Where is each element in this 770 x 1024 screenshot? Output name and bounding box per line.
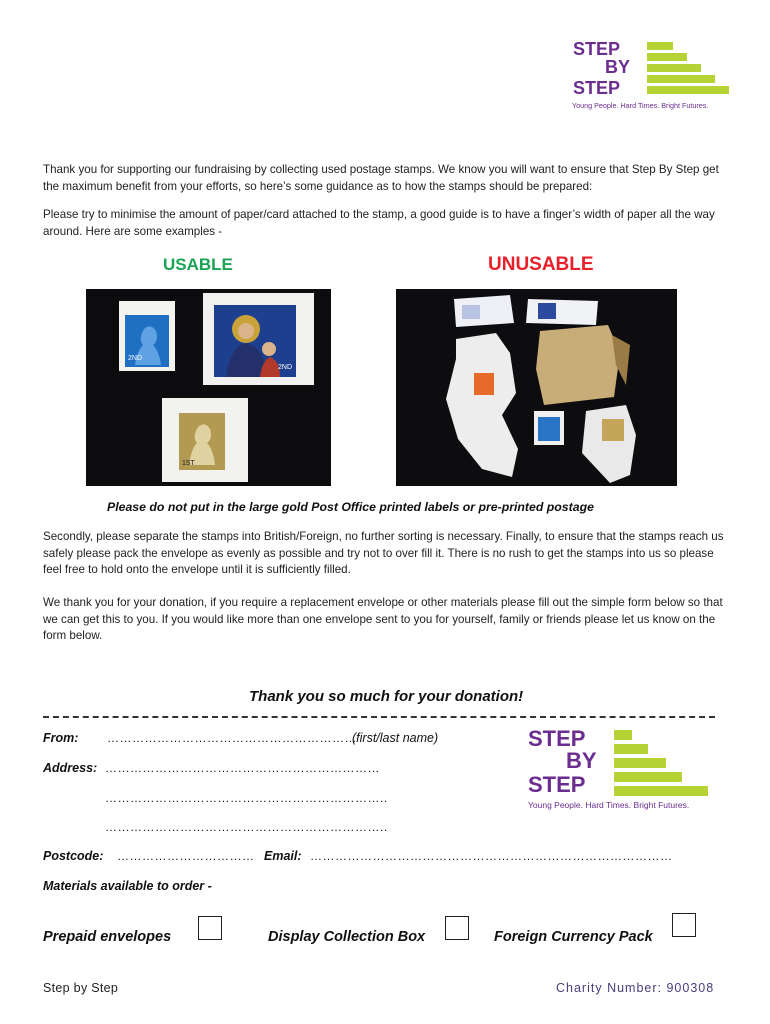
step-by-step-logo	[526, 726, 712, 812]
step-by-step-logo	[571, 38, 731, 112]
logo-line-3: STEP	[573, 78, 621, 98]
intro-paragraph-1: Thank you for supporting our fundraising by collecting used postage stamps. We know you will want to ensure that Step By Step get the maximum benefit from your efforts, so here’s some guidance as to how the stamps should be prepared:	[43, 163, 719, 193]
option-prepaid-envelopes-label: Prepaid envelopes	[43, 929, 172, 945]
donation-thanks-heading: Thank you so much for your donation!	[249, 688, 524, 705]
logo-line-1: STEP	[573, 39, 621, 59]
separation-paragraph: Secondly, please separate the stamps into British/Foreign, no further sorting is necessary. Finally, to ensure that the stamps reach us safely please pack the envelope as evenly as possible and try not to over fill it. There is no rush to get the stamps into us so please feel free to hold onto the envelope until it is sufficiently filled.	[43, 530, 724, 576]
logo-tagline: Young People. Hard Times. Bright Futures.	[572, 101, 709, 110]
footer-org-name: Step by Step	[43, 981, 119, 995]
usable-heading: USABLE	[163, 255, 233, 274]
stamp-value-label: 1ST	[182, 460, 195, 467]
option-display-box-label: Display Collection Box	[268, 929, 426, 945]
address-field-line-1[interactable]: …………………………………………………………	[105, 761, 380, 775]
address-label: Address:	[43, 761, 98, 775]
option-foreign-currency-label: Foreign Currency Pack	[494, 929, 653, 945]
from-field[interactable]: ……………………………………………………	[107, 731, 357, 745]
postcode-label: Postcode:	[43, 849, 104, 863]
logo-line-1: STEP	[528, 726, 586, 751]
materials-label: Materials available to order -	[43, 879, 212, 893]
unusable-stamps-photo	[396, 289, 677, 486]
stamp-value-label: 2ND	[128, 355, 143, 362]
postcode-field[interactable]: ……………………………	[117, 849, 255, 863]
address-field-line-2[interactable]: …………………………………………………………..	[105, 791, 388, 805]
gold-labels-caption: Please do not put in the large gold Post Office printed labels or pre-printed postage	[107, 500, 594, 514]
email-field[interactable]: ……………………………………………………………………………	[310, 849, 673, 863]
usable-stamps-photo	[86, 289, 331, 486]
prepaid-envelopes-checkbox[interactable]	[198, 916, 222, 940]
name-hint: (first/last name)	[352, 731, 439, 745]
from-label: From:	[43, 731, 79, 745]
logo-tagline: Young People. Hard Times. Bright Futures.	[528, 800, 690, 810]
stamp-value-label: 2ND	[278, 364, 293, 371]
foreign-currency-checkbox[interactable]	[672, 913, 696, 937]
address-field-line-3[interactable]: …………………………………………………………..	[105, 820, 388, 834]
display-box-checkbox[interactable]	[445, 916, 469, 940]
cut-line-divider	[43, 716, 715, 718]
intro-paragraph-2: Please try to minimise the amount of paper/card attached to the stamp, a good guide is to have a finger’s width of paper all the way around. Here are some examples -	[43, 208, 715, 238]
charity-number: Charity Number: 900308	[556, 981, 715, 995]
logo-line-2: BY	[605, 57, 631, 77]
email-label: Email:	[264, 849, 302, 863]
logo-line-3: STEP	[528, 772, 586, 797]
thank-you-paragraph: We thank you for your donation, if you require a replacement envelope or other materials please fill out the simple form below so that we can get this to you. If you would like more than one envelope sent to you for yourself, family or friends please let us know on the form below.	[43, 596, 723, 642]
unusable-heading: UNUSABLE	[488, 254, 594, 275]
logo-line-2: BY	[566, 748, 597, 773]
